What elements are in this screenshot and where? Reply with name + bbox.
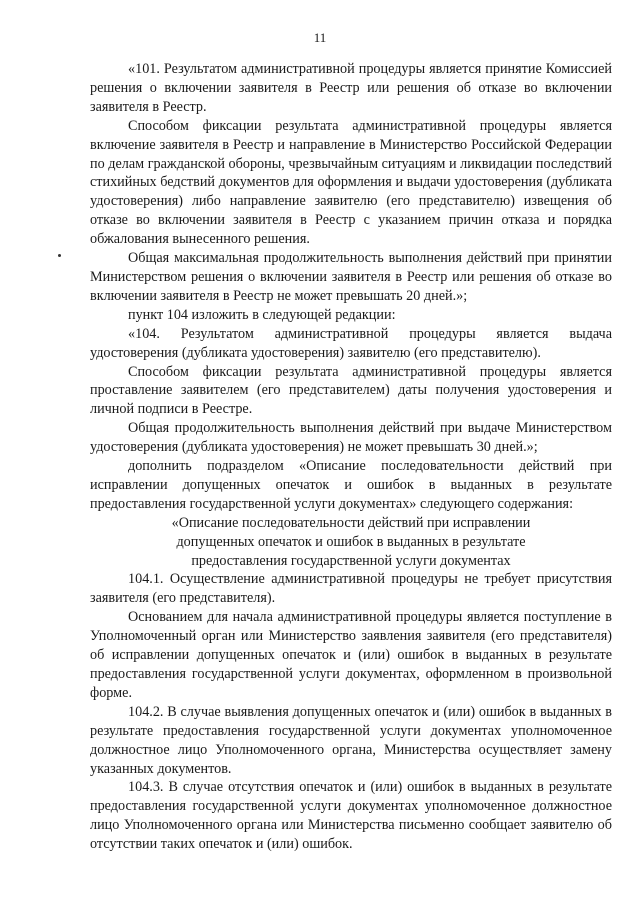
subsection-heading-line-1: «Описание последовательности действий при исправлении bbox=[171, 514, 531, 531]
scan-dot-mark bbox=[58, 254, 61, 257]
paragraph-104-instruction: пункт 104 изложить в следующей редакции: bbox=[128, 306, 396, 323]
paragraph-104-result: «104. Результатом административной процедуры является выдача удостоверения (дубликата удостоверения) заявителю (его представителю). bbox=[90, 325, 612, 361]
document-body bbox=[90, 60, 612, 854]
paragraph-104-fixation: Способом фиксации результата административной процедуры является проставление заявителем (его представителем) даты получения удостоверения и личной подписи в Реестре. bbox=[90, 363, 612, 418]
paragraph-104-3: 104.3. В случае отсутствия опечаток и (или) ошибок в выданных в результате предоставления государственной услуги документах уполномоченное должностное лицо Уполномоченного органа или Министерства письменно сообщает заявителю об отсутствии таких опечаток и (или) ошибок. bbox=[90, 779, 612, 853]
paragraph-104-1: 104.1. Осуществление административной процедуры не требует присутствия заявителя (его представителя). bbox=[90, 571, 612, 607]
paragraph-101-duration: Общая максимальная продолжительность выполнения действий при принятии Министерством решения о включении заявителя в Реестр или решения об отказе во включении заявителя в Реестр не может превышать 20 дней.»; bbox=[90, 250, 612, 304]
subsection-heading-line-2: допущенных опечаток и ошибок в выданных в результате bbox=[176, 533, 526, 550]
subsection-heading-line-3: предоставления государственной услуги документах bbox=[191, 552, 511, 569]
paragraph-104-2: 104.2. В случае выявления допущенных опечаток и (или) ошибок в выданных в результате предоставления государственной услуги документах уполномоченное должностное лицо Уполномоченного органа, Министерства осуществляет замену указанных документов. bbox=[90, 703, 612, 777]
paragraph-104-duration: Общая продолжительность выполнения действий при выдаче Министерством удостоверения (дубликата удостоверения) не может превышать 30 дней.»; bbox=[90, 420, 612, 456]
paragraph-add-subsection: дополнить подразделом «Описание последовательности действий при исправлении допущенных опечаток и ошибок в выданных в результате предоставления государственной услуги документах» следующего содержания: bbox=[90, 458, 612, 512]
paragraph-101-fixation: Способом фиксации результата административной процедуры является включение заявителя в Реестр и направление в Министерство Российской Федерации по делам гражданской обороны, чрезвычайным ситуациям и ликвидации последствий стихийных бедствий документов для оформления и выдачи удостоверения (дубликата удостоверения) либо направление заявителю (его представителю) извещения об отказе во включении заявителя в Реестр с указанием причин отказа и порядка обжалования вынесенного решения. bbox=[90, 117, 612, 248]
page-number: 11 bbox=[313, 30, 327, 45]
paragraph-104-1-basis: Основанием для начала административной процедуры является поступление в Уполномоченный орган или Министерство заявления заявителя (его представителя) об исправлении допущенных опечаток и (или) ошибок в выданных в результате предоставления государственной услуги документах, оформленном в произвольной форме. bbox=[90, 609, 612, 701]
paragraph-101-result: «101. Результатом административной процедуры является принятие Комиссией решения о включении заявителя в Реестр или решения об отказе во включении заявителя в Реестр. bbox=[90, 61, 612, 115]
